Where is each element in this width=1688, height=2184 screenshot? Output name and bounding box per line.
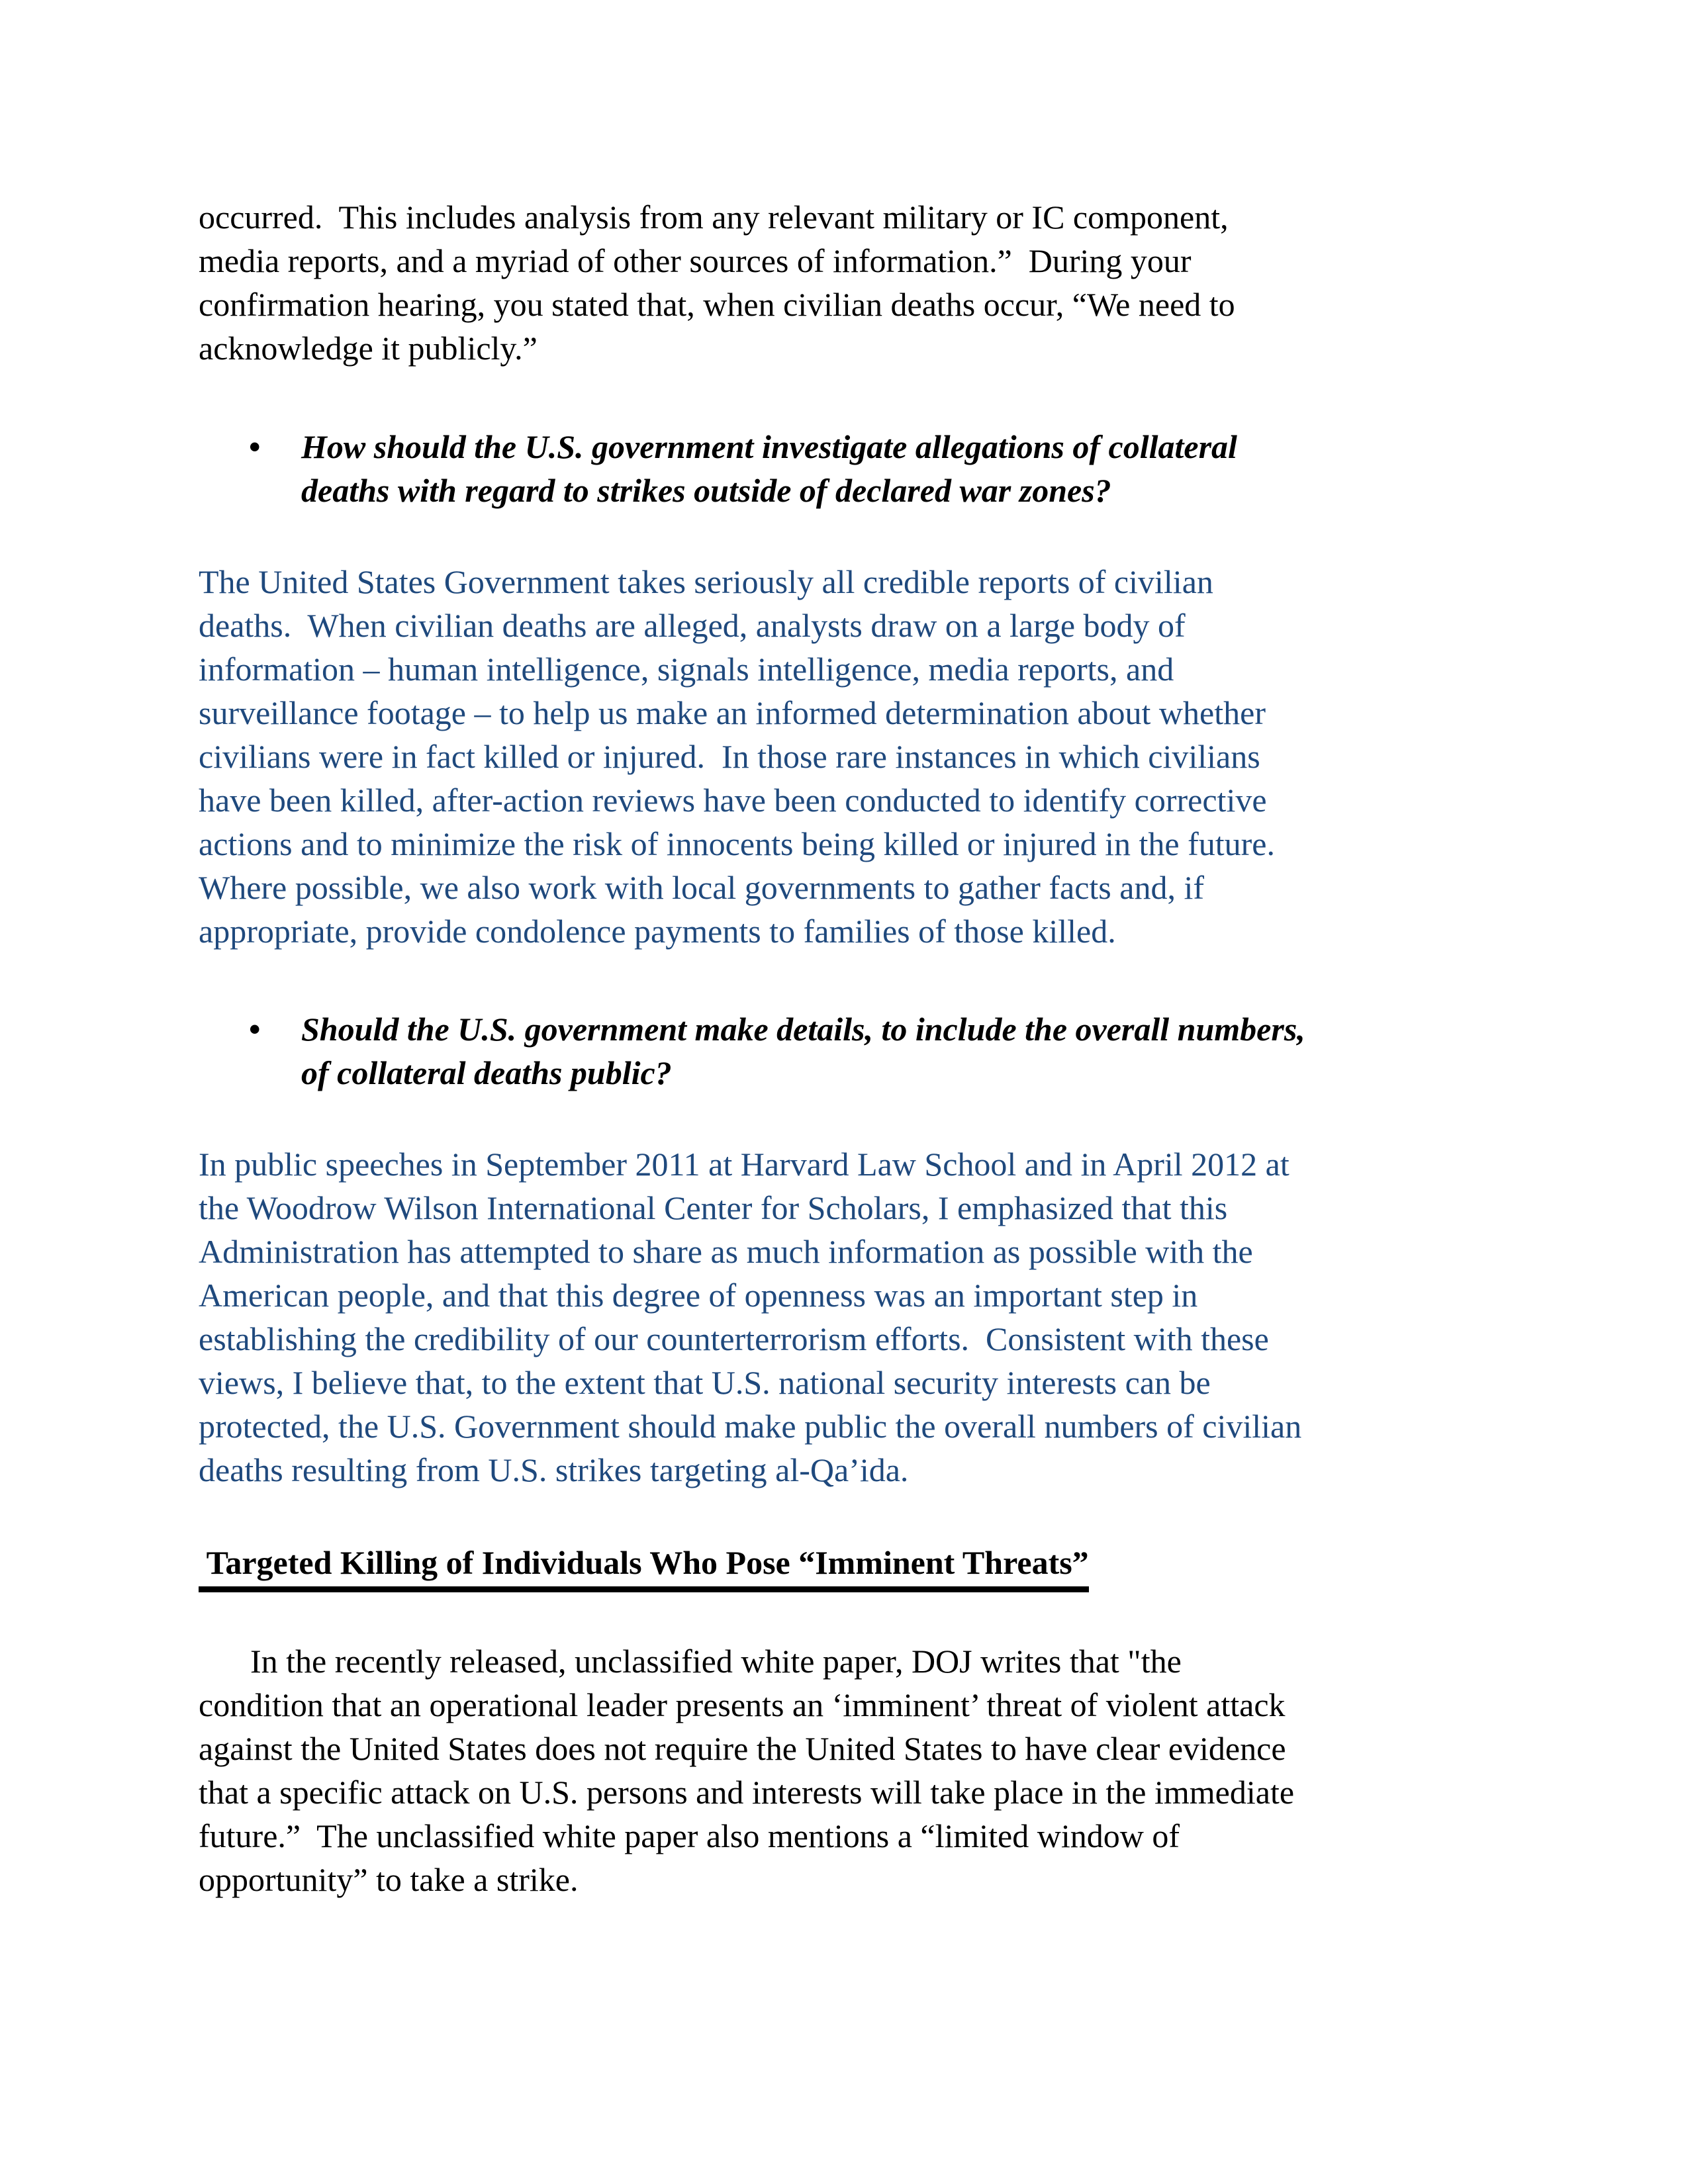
paragraph-answer-investigation xyxy=(199,560,1503,953)
text-line: confirmation hearing, you stated that, when civilian deaths occur, “We need to xyxy=(199,286,1235,323)
paragraph-answer-public-numbers xyxy=(199,1142,1503,1492)
text-line: establishing the credibility of our counterterrorism efforts. Consistent with these xyxy=(199,1320,1269,1357)
text-line: Where possible, we also work with local governments to gather facts and, if xyxy=(199,869,1204,906)
text-line: the Woodrow Wilson International Center for Scholars, I emphasized that this xyxy=(199,1189,1228,1226)
text-line: The United States Government takes seriously all credible reports of civilian xyxy=(199,563,1213,600)
section-heading-text: Targeted Killing of Individuals Who Pose “Imminent Threats” xyxy=(199,1541,1089,1592)
text-line: In public speeches in September 2011 at Harvard Law School and in April 2012 at xyxy=(199,1146,1289,1183)
paragraph-white-paper xyxy=(199,1639,1503,1901)
text-line: condition that an operational leader presents an ‘imminent’ threat of violent attack xyxy=(199,1686,1286,1723)
text-line: information – human intelligence, signals intelligence, media reports, and xyxy=(199,651,1174,688)
paragraph-intro xyxy=(199,195,1503,370)
text-line: civilians were in fact killed or injured. In those rare instances in which civilians xyxy=(199,738,1260,775)
bullet-icon: • xyxy=(249,1011,261,1048)
text-line: opportunity” to take a strike. xyxy=(199,1861,579,1898)
text-line: occurred. This includes analysis from any relevant military or IC component, xyxy=(199,199,1229,236)
text-line: In the recently released, unclassified white paper, DOJ writes that "the xyxy=(250,1643,1182,1680)
text-line: have been killed, after-action reviews have been conducted to identify corrective xyxy=(199,782,1267,819)
bullet-icon: • xyxy=(249,428,261,465)
text-line: deaths resulting from U.S. strikes targeting al-Qa’ida. xyxy=(199,1451,909,1488)
bullet-text-line: How should the U.S. government investigate allegations of collateral xyxy=(301,428,1237,465)
text-line: American people, and that this degree of openness was an important step in xyxy=(199,1277,1198,1314)
text-line: appropriate, provide condolence payments to families of those killed. xyxy=(199,913,1116,950)
section-heading-targeted-killing xyxy=(199,1541,1503,1592)
text-line: surveillance footage – to help us make an informed determination about whether xyxy=(199,694,1266,731)
text-line: deaths. When civilian deaths are alleged, analysts draw on a large body of xyxy=(199,607,1186,644)
bullet-question-public-numbers xyxy=(199,1007,1503,1095)
document-content xyxy=(199,195,1503,1901)
text-line: acknowledge it publicly.” xyxy=(199,330,538,367)
text-line: Administration has attempted to share as much information as possible with the xyxy=(199,1233,1253,1270)
text-line: actions and to minimize the risk of innocents being killed or injured in the future. xyxy=(199,825,1276,862)
bullet-question-collateral-investigation xyxy=(199,425,1503,512)
text-line: protected, the U.S. Government should make public the overall numbers of civilian xyxy=(199,1408,1302,1445)
bullet-text-line: deaths with regard to strikes outside of declared war zones? xyxy=(301,472,1111,509)
text-line: future.” The unclassified white paper also mentions a “limited window of xyxy=(199,1817,1180,1854)
text-line: against the United States does not require the United States to have clear evidence xyxy=(199,1730,1286,1767)
text-line: that a specific attack on U.S. persons and interests will take place in the immediate xyxy=(199,1774,1295,1811)
text-line: views, I believe that, to the extent that U.S. national security interests can be xyxy=(199,1364,1211,1401)
text-line: media reports, and a myriad of other sources of information.” During your xyxy=(199,242,1192,279)
bullet-text-line: of collateral deaths public? xyxy=(301,1054,672,1091)
bullet-text-line: Should the U.S. government make details, to include the overall numbers, xyxy=(301,1011,1305,1048)
